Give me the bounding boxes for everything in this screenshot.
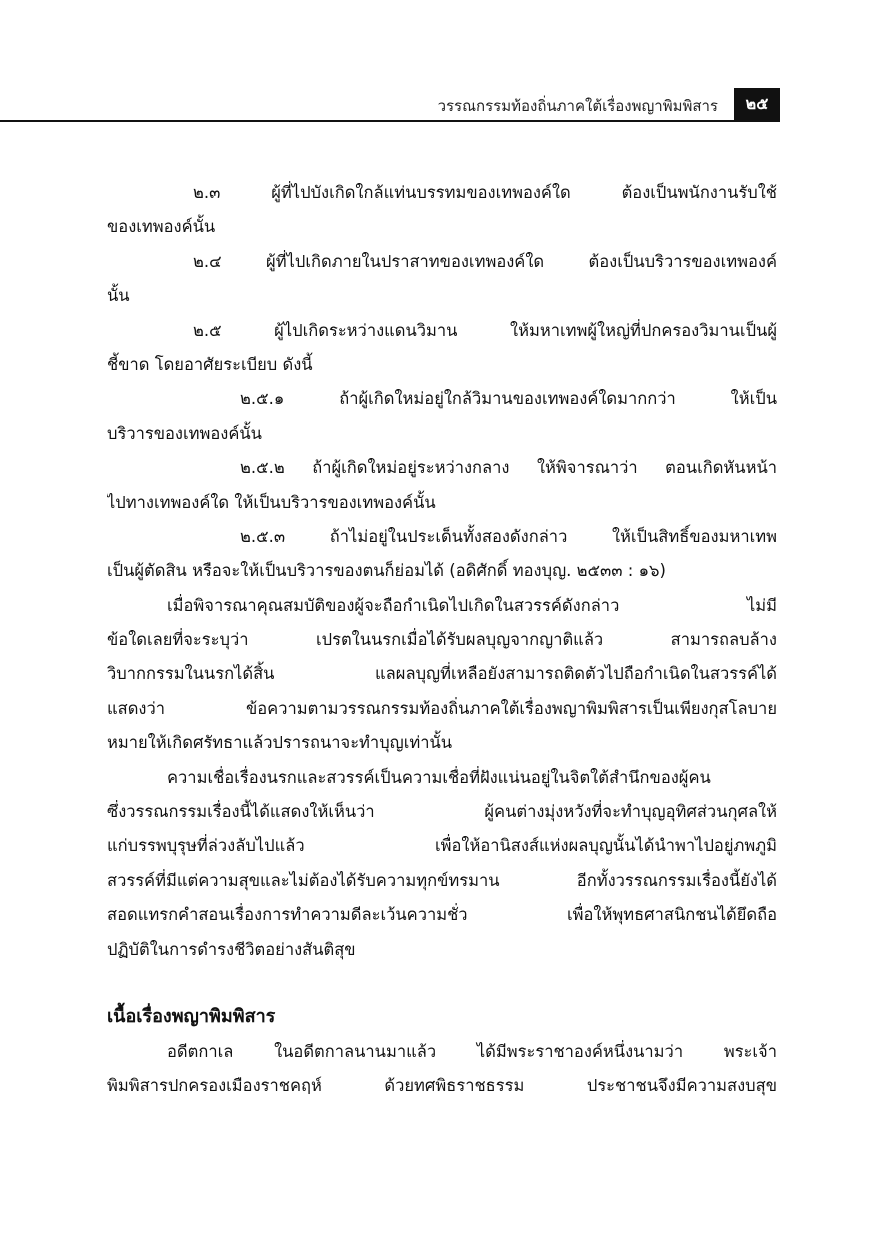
running-header-title: วรรณกรรมท้องถิ่นภาคใต้เรื่องพญาพิมพิสาร <box>437 97 718 115</box>
page-body <box>107 176 777 1104</box>
header-rule <box>0 120 780 122</box>
story-line-2: พิมพิสารปกครองเมืองราชคฤห์ ด้วยทศพิธราชธรรม ประชาชนจึงมีความสงบสุข <box>107 1076 777 1096</box>
section-gap <box>107 967 777 999</box>
running-header <box>0 86 780 122</box>
section-heading: เนื้อเรื่องพญาพิมพิสาร <box>107 1005 276 1027</box>
paragraph-2-line-3: แก่บรรพบุรุษที่ล่วงลับไปแล้ว เพื่อให้อานิสงส์แห่งผลบุญนั้นได้นำพาไปอยู่ภพภูมิ <box>107 836 777 856</box>
paragraph-2-line-1: ความเชื่อเรื่องนรกและสวรรค์เป็นความเชื่อที่ฝังแน่นอยู่ในจิตใต้สำนึกของผู้คน <box>167 767 711 787</box>
item-2-4-line-1: ๒.๔ ผู้ที่ไปเกิดภายในปราสาทของเทพองค์ใด ต้องเป็นบริวารของเทพองค์ <box>193 251 777 271</box>
item-2-5-3-line-1: ๒.๕.๓ ถ้าไม่อยู่ในประเด็นทั้งสองดังกล่าว ให้เป็นสิทธิ์ของมหาเทพ <box>240 526 777 546</box>
item-2-3-line-1: ๒.๓ ผู้ที่ไปบังเกิดใกล้แท่นบรรทมของเทพองค์ใด ต้องเป็นพนักงานรับใช้ <box>193 183 777 202</box>
paragraph-1-line-3: วิบากกรรมในนรกได้สิ้น แลผลบุญที่เหลือยังสามารถติดตัวไปถือกำเนิดในสวรรค์ได้ <box>107 664 777 684</box>
paragraph-1-line-1: เมื่อพิจารณาคุณสมบัติของผู้จะถือกำเนิดไปเกิดในสวรรค์ดังกล่าว ไม่มี <box>167 595 777 615</box>
paragraph-2-line-5: สอดแทรกคำสอนเรื่องการทำความดีละเว้นความชั่ว เพื่อให้พุทธศาสนิกชนได้ยึดถือ <box>107 905 777 925</box>
page-number-badge: ๒๕ <box>734 88 780 120</box>
paragraph-1-line-4: แสดงว่า ข้อความตามวรรณกรรมท้องถิ่นภาคใต้เรื่องพญาพิมพิสารเป็นเพียงกุสโลบาย <box>107 698 777 718</box>
paragraph-1-line-5: หมายให้เกิดศรัทธาแล้วปรารถนาจะทำบุญเท่านั้น <box>107 733 453 753</box>
item-2-4-line-2: นั้น <box>107 286 130 306</box>
paragraph-2-line-2: ซึ่งวรรณกรรมเรื่องนี้ได้แสดงให้เห็นว่า ผู้คนต่างมุ่งหวังที่จะทำบุญอุทิศส่วนกุศลให้ <box>107 802 777 822</box>
item-2-5-2-line-2: ไปทางเทพองค์ใด ให้เป็นบริวารของเทพองค์นั้น <box>107 492 436 512</box>
story-line-1: อดีตกาเล ในอดีตกาลนานมาแล้ว ได้มีพระราชาองค์หนึ่งนามว่า พระเจ้า <box>167 1041 777 1061</box>
item-2-5-line-2: ชี้ขาด โดยอาศัยระเบียบ ดังนี้ <box>107 354 313 374</box>
paragraph-1-line-2: ข้อใดเลยที่จะระบุว่า เปรตในนรกเมื่อได้รับผลบุญจากญาติแล้ว สามารถลบล้าง <box>107 630 777 650</box>
item-2-5-3-line-2: เป็นผู้ตัดสิน หรือจะให้เป็นบริวารของตนก็ย่อมได้ (อดิศักดิ์ ทองบุญ. ๒๕๓๓ : ๑๖) <box>107 561 666 581</box>
paragraph-2-line-4: สวรรค์ที่มีแต่ความสุขและไม่ต้องได้รับความทุกข์ทรมาน อีกทั้งวรรณกรรมเรื่องนี้ยังได้ <box>107 870 777 890</box>
paragraph-2-line-6: ปฏิบัติในการดำรงชีวิตอย่างสันติสุข <box>107 939 356 959</box>
item-2-5-1-line-2: บริวารของเทพองค์นั้น <box>107 423 262 443</box>
item-2-3-line-2: ของเทพองค์นั้น <box>107 217 216 237</box>
item-2-5-1-line-1: ๒.๕.๑ ถ้าผู้เกิดใหม่อยู่ใกล้วิมานของเทพองค์ใดมากกว่า ให้เป็น <box>240 389 777 409</box>
item-2-5-2-line-1: ๒.๕.๒ ถ้าผู้เกิดใหม่อยู่ระหว่างกลาง ให้พิจารณาว่า ตอนเกิดหันหน้า <box>240 458 777 478</box>
item-2-5-line-1: ๒.๕ ผู้ไปเกิดระหว่างแดนวิมาน ให้มหาเทพผู้ใหญ่ที่ปกครองวิมานเป็นผู้ <box>193 320 777 340</box>
